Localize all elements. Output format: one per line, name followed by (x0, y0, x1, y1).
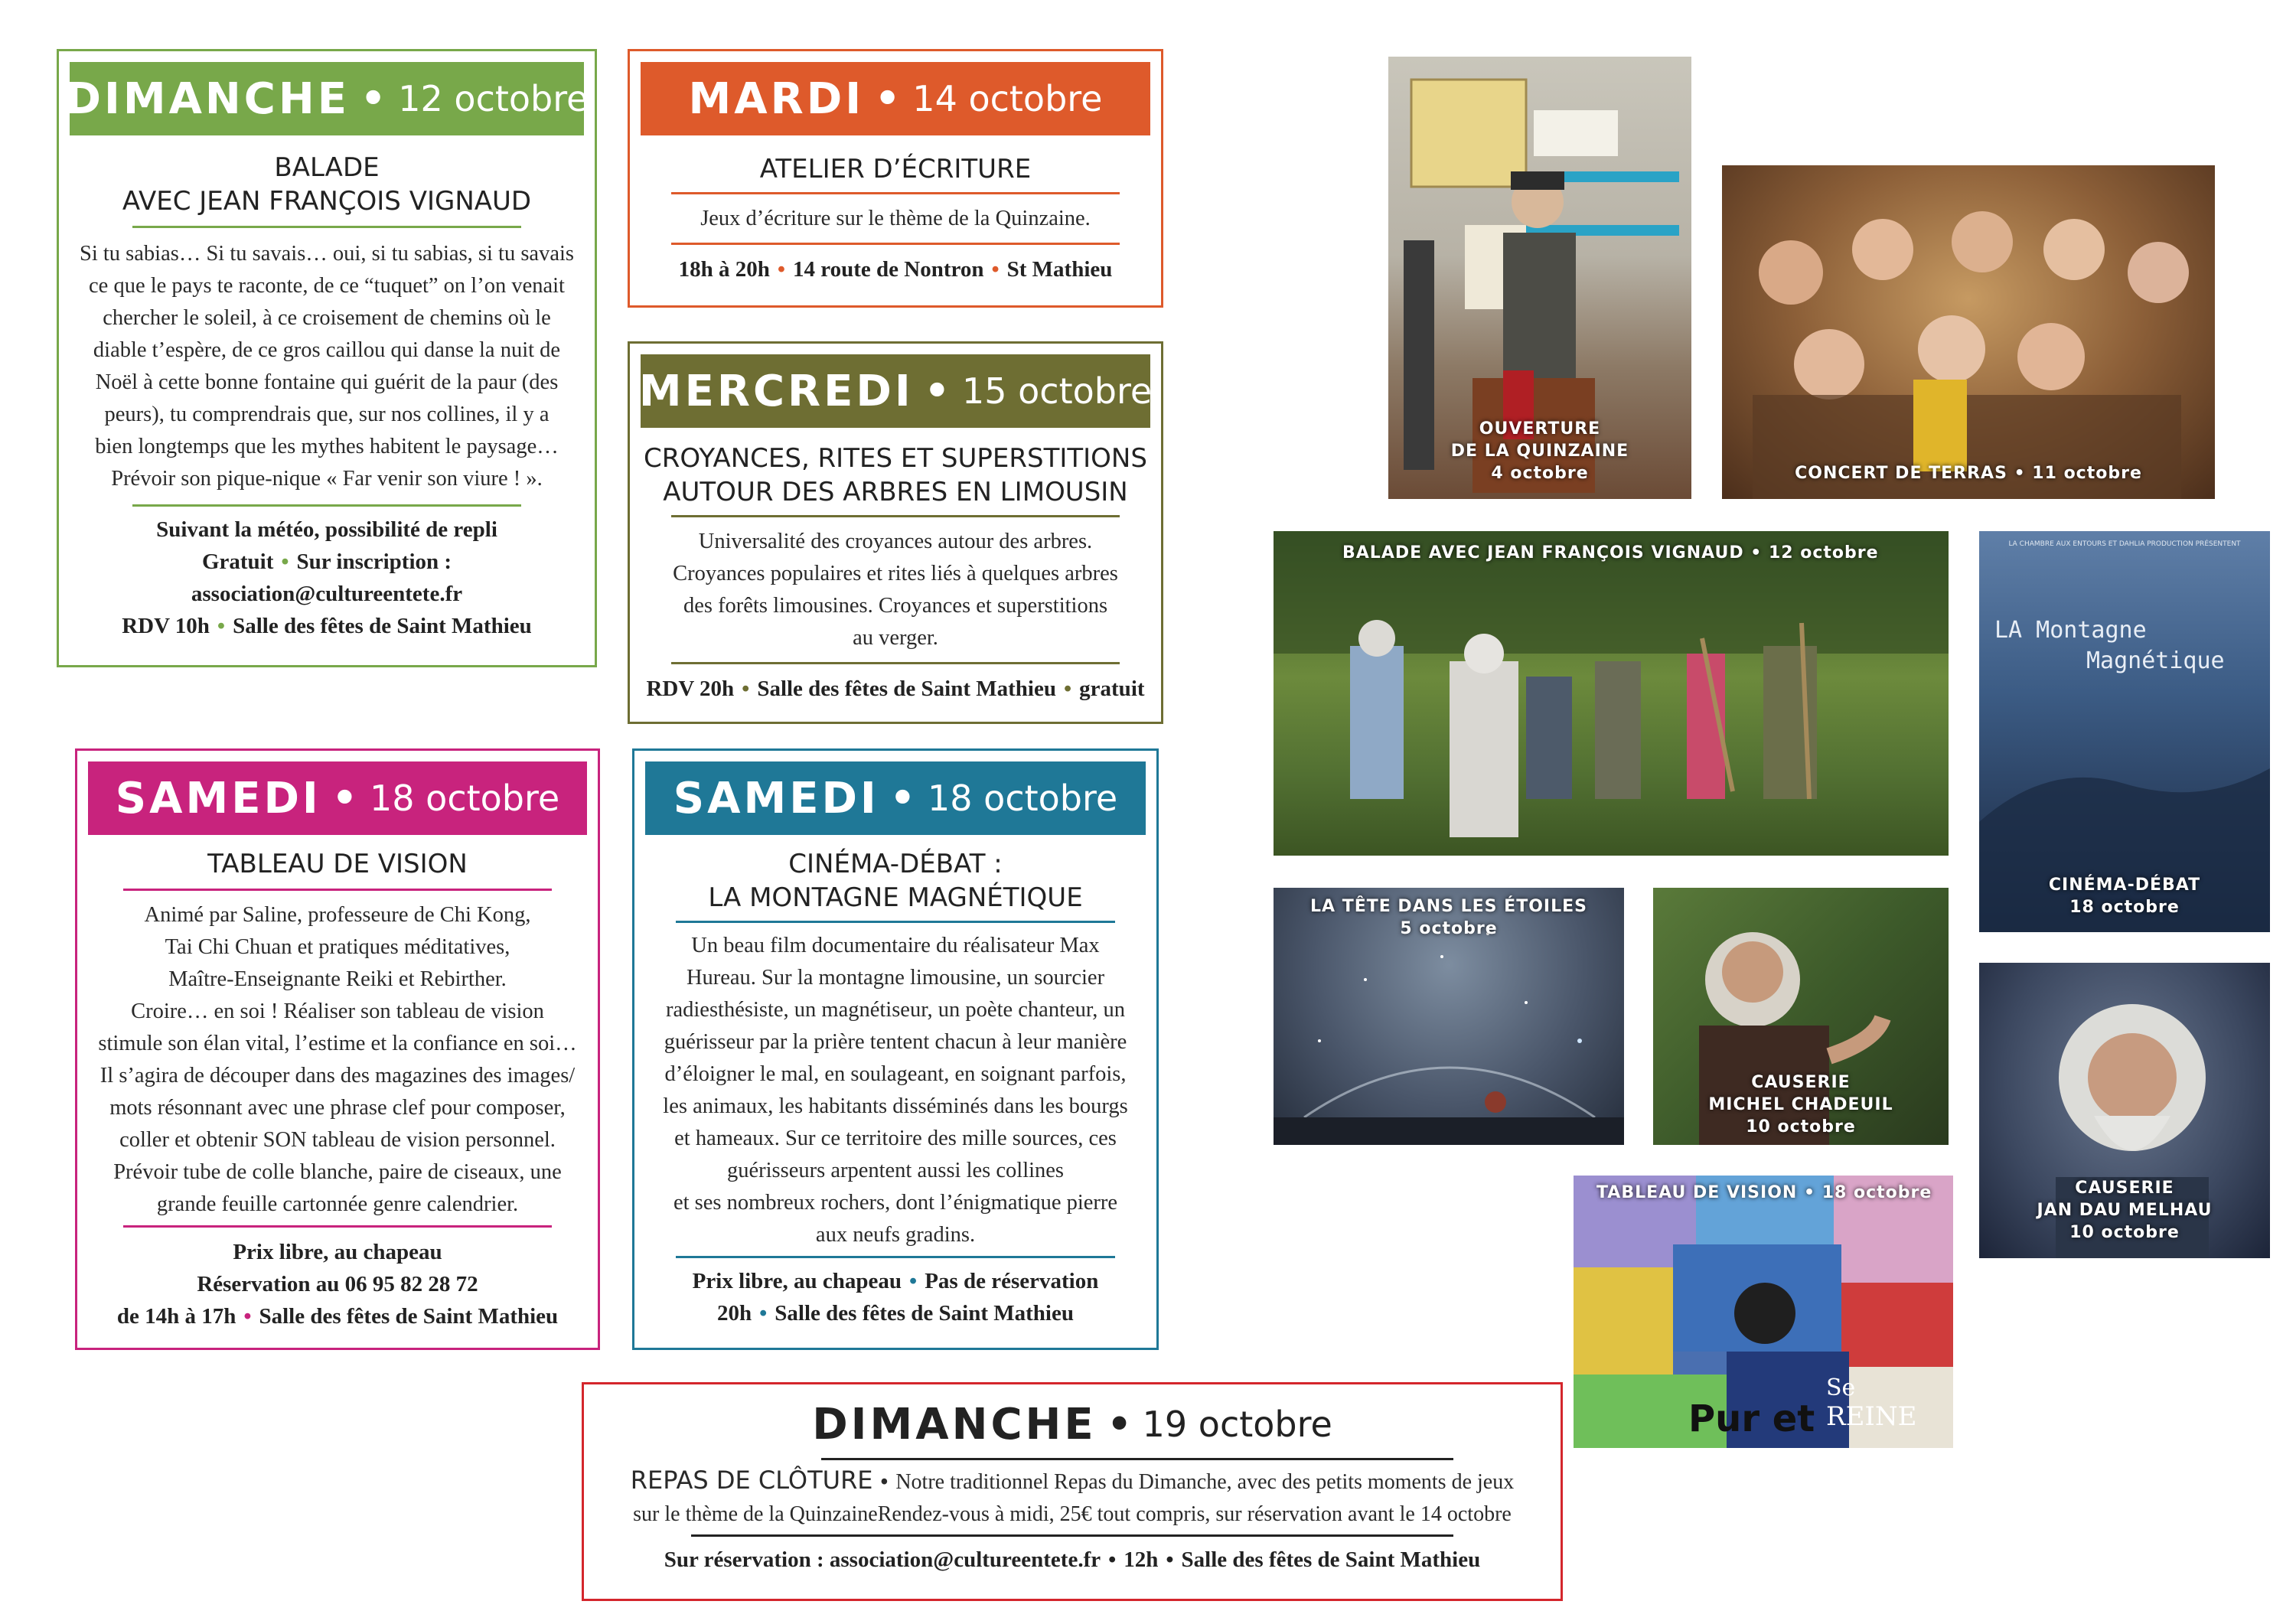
event-title: CINÉMA-DÉBAT : LA MONTAGNE MAGNÉTIQUE (708, 849, 1083, 913)
event-day: MARDI (688, 73, 865, 124)
event-card-tuesday-14 (628, 49, 1163, 308)
divider (132, 504, 521, 507)
event-title: ATELIER D’ÉCRITURE (759, 154, 1032, 184)
event-header (638, 354, 1153, 428)
event-description: Si tu sabias… Si tu savais… oui, si tu sabias, si tu savais ce que le pays te raconte, de ce “tuquet” on l’on venait chercher le soleil, à ce croisement de chemins où le diable t’espère, de ce gros caillou qui danse la nuit de Noël à cette bonne fontaine qui guérit de la paur (des peurs), tu comprendrais que, sur nos collines, il y a bien longtemps que les mythes habitent le paysage… Prévoir son pique-nique « Far venir son viure ! ». (80, 242, 574, 491)
event-header (584, 1395, 1561, 1453)
caption: OUVERTURE DE LA QUINZAINE 4 octobre (1450, 419, 1629, 483)
caption: CINÉMA-DÉBAT 18 octobre (2048, 876, 2201, 917)
contact-email[interactable]: association@cultureentete.fr (191, 582, 463, 606)
photo-concert-terras (1722, 165, 2215, 499)
event-date: 15 octobre (962, 370, 1153, 412)
event-day: SAMEDI (673, 773, 879, 823)
caption: CAUSERIE JAN DAU MELHAU 10 octobre (2037, 1179, 2213, 1242)
event-title: BALADE AVEC JEAN FRANÇOIS VIGNAUD (122, 152, 532, 217)
poster-title: LA Montagne Magnétique (1994, 617, 2225, 674)
photo-tableau-vision (1574, 1176, 1953, 1448)
event-card-sunday-19 (582, 1382, 1563, 1601)
photo-etoiles (1274, 888, 1624, 1145)
divider (671, 243, 1120, 245)
event-description: Jeux d’écriture sur le thème de la Quinzaine. (700, 207, 1091, 230)
poster-landscape (1979, 531, 2270, 932)
collage-text: Pur et (1688, 1397, 1815, 1440)
event-card-wednesday-15 (628, 341, 1163, 724)
bullet: • (889, 775, 916, 821)
event-description: Un beau film documentaire du réalisateur Max Hureau. Sur la montagne limousine, un sourcier radiesthésiste, un magnétiseur, un poète chanteur, un guérisseur par la prière tentent chacun à leur manière d’éloigner le mal, en soulageant, en soignant parfois, les animaux, les habitants disséminés dans les bourgs et hameaux. Sur ce territoire des mille sources, ces guérisseurs arpentent aussi les collines et ses nombreux rochers, dont l’énigmatique pierre aux neufs gradins. (663, 934, 1128, 1247)
event-header (641, 62, 1150, 135)
photo-film-poster (1979, 531, 2270, 932)
event-day: SAMEDI (115, 773, 321, 823)
event-day: MERCREDI (638, 366, 914, 416)
divider (671, 192, 1120, 194)
event-date: 19 octobre (1142, 1404, 1332, 1445)
event-description: Animé par Saline, professeure de Chi Kong, Tai Chi Chuan et pratiques méditatives, Maître-Enseignante Reiki et Rebirther. Croire… en soi ! Réaliser son tableau de vision stimule son élan vital, l’estime et la confiance en soi… Il s’agira de découper dans des magazines des images/ mots résonnant avec une phrase clef pour composer, coller et obtenir SON tableau de vision personnel. Prévoir tube de colle blanche, paire de ciseaux, une grande feuille cartonnée genre calendrier. (98, 903, 577, 1216)
divider (671, 662, 1120, 664)
caption: CONCERT DE TERRAS • 11 octobre (1795, 464, 2142, 483)
event-day: DIMANCHE (65, 73, 351, 124)
event-card-saturday-18-vision (75, 748, 600, 1350)
event-info: Suivant la météo, possibilité de repli Gratuit • Sur inscription : association@cultureentete.fr RDV 10h • Salle des fêtes de Saint Mathieu (67, 514, 587, 642)
photo-balade (1274, 531, 1949, 856)
event-title: REPAS DE CLÔTURE (630, 1466, 873, 1495)
caption: LA TÊTE DANS LES ÉTOILES 5 octobre (1309, 897, 1587, 938)
event-day: DIMANCHE (812, 1399, 1097, 1450)
event-info: Sur réservation : association@cultureentete.fr • 12h • Salle des fêtes de Saint Mathieu (664, 1547, 1481, 1572)
poster-credit: LA CHAMBRE AUX ENTOURS ET DAHLIA PRODUCTION PRÉSENTENT (2008, 540, 2241, 548)
event-header (65, 62, 589, 135)
event-card-sunday-12 (57, 49, 597, 667)
event-header (645, 761, 1146, 835)
collage-text: Se REINE (1826, 1375, 1917, 1432)
event-title: CROYANCES, RITES ET SUPERSTITIONS AUTOUR DES ARBRES EN LIMOUSIN (644, 443, 1147, 507)
event-info: Prix libre, au chapeau Réservation au 06 95 82 28 72 de 14h à 17h • Salle des fêtes de Saint Mathieu (116, 1240, 559, 1329)
event-date: 12 octobre (398, 78, 589, 119)
photo-chadeuil (1653, 888, 1949, 1145)
scene-walkers (1274, 531, 1949, 856)
photo-melhau (1979, 963, 2270, 1258)
bullet: • (1107, 1402, 1132, 1446)
caption: BALADE AVEC JEAN FRANÇOIS VIGNAUD • 12 octobre (1342, 543, 1879, 563)
divider (676, 1256, 1115, 1258)
event-description: REPAS DE CLÔTURE • Notre traditionnel Repas du Dimanche, avec des petits moments de jeux sur le thème de la QuinzaineRendez-vous à midi, 25€ tout compris, sur réservation avant le 14 octobre (630, 1466, 1515, 1526)
bullet: • (875, 76, 901, 122)
event-header (88, 761, 587, 835)
divider (132, 226, 521, 228)
event-title: TABLEAU DE VISION (207, 849, 468, 879)
event-card-saturday-18-cinema (632, 748, 1159, 1350)
caption: TABLEAU DE VISION • 18 octobre (1596, 1183, 1932, 1202)
event-date: 18 octobre (928, 778, 1118, 819)
scene-group (1722, 165, 2215, 499)
event-info: RDV 20h • Salle des fêtes de Saint Mathieu • gratuit (646, 677, 1145, 701)
event-info: Prix libre, au chapeau • Pas de réservation 20h • Salle des fêtes de Saint Mathieu (692, 1269, 1099, 1326)
bullet: • (331, 775, 358, 821)
divider (821, 1458, 1453, 1460)
divider (691, 1534, 1453, 1537)
photo-ouverture (1388, 57, 1691, 499)
divider (676, 921, 1115, 923)
divider (123, 1225, 552, 1228)
event-info: 18h à 20h • 14 route de Nontron • St Mathieu (678, 257, 1113, 282)
caption: CAUSERIE MICHEL CHADEUIL 10 octobre (1708, 1073, 1893, 1136)
divider (671, 515, 1120, 517)
divider (123, 889, 552, 891)
event-date: 18 octobre (370, 778, 560, 819)
event-date: 14 octobre (912, 78, 1103, 119)
bullet: • (924, 368, 950, 414)
bullet: • (360, 76, 386, 122)
event-description: Universalité des croyances autour des arbres. Croyances populaires et rites liés à quelques arbres des forêts limousines. Croyances et superstitions au verger. (673, 530, 1118, 650)
